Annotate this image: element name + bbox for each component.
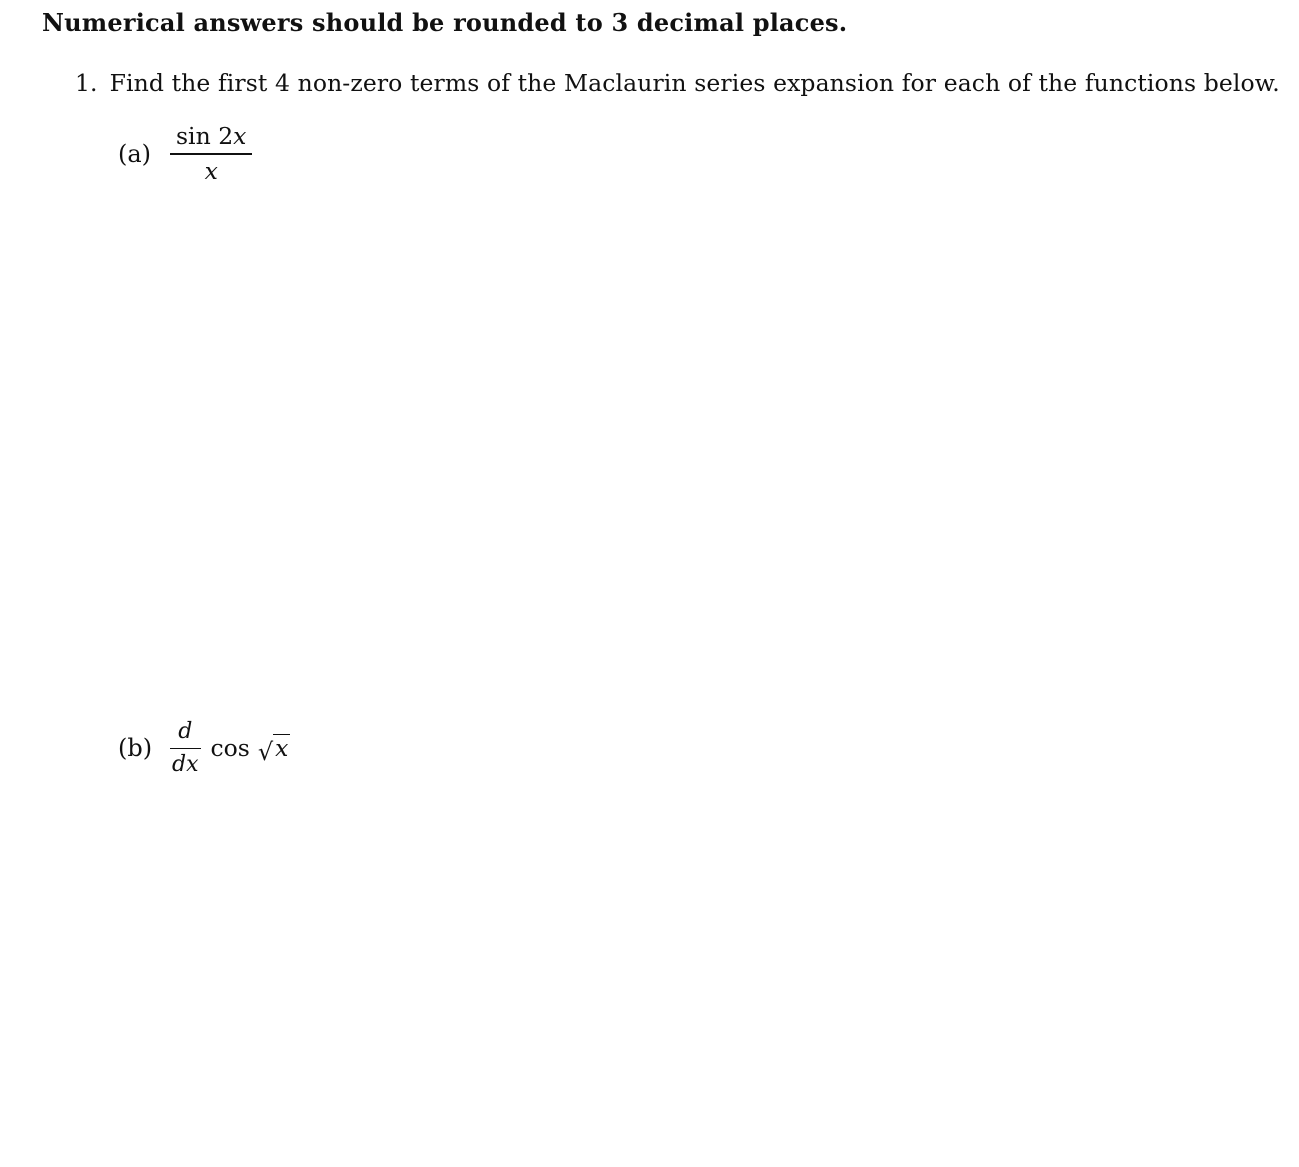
part-a — [118, 122, 252, 186]
coefficient: 2 — [218, 122, 234, 150]
part-a-label: (a) — [118, 140, 152, 169]
square-root — [257, 734, 291, 767]
derivative-denominator: dx — [172, 752, 199, 777]
question-1 — [75, 69, 1280, 97]
question-number: 1. — [75, 69, 98, 97]
question-text: Find the first 4 non-zero terms of the Maclaurin series expansion for each of the functions below. — [109, 69, 1280, 97]
derivative-numerator: d — [178, 719, 193, 744]
cos-function: cos — [210, 734, 250, 763]
fraction-numerator — [170, 122, 252, 153]
sqrt-icon: √ — [257, 738, 274, 767]
part-b-label: (b) — [118, 734, 153, 763]
part-b — [118, 718, 290, 779]
instruction-heading: Numerical answers should be rounded to 3 decimal places. — [42, 8, 848, 37]
fraction-sin-2x-over-x — [170, 122, 252, 186]
derivative-operator — [170, 718, 201, 779]
fraction-denominator: x — [204, 156, 218, 185]
sin-function: sin — [176, 122, 211, 150]
variable-x: x — [233, 122, 247, 150]
radicand: x — [275, 734, 289, 763]
